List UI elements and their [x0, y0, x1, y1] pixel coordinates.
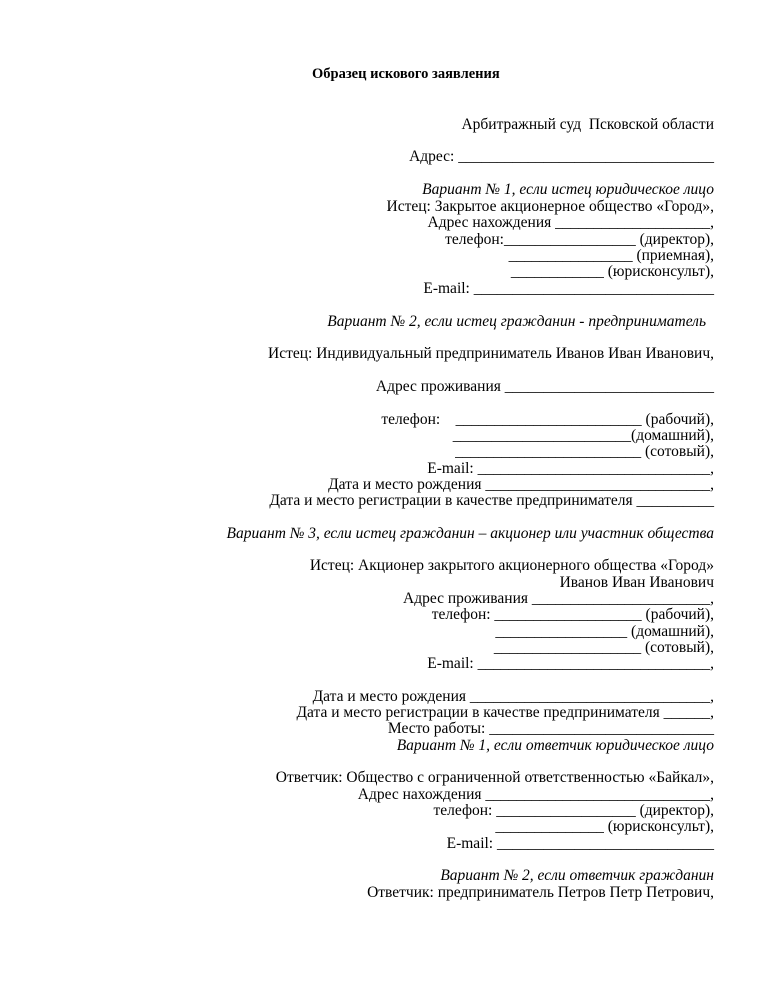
- plaintiff-variant-3-name: Истец: Акционер закрытого акционерного общества «Город»: [309, 557, 714, 574]
- plaintiff-variant-3-phone-work: телефон: ___________________ (рабочий),: [431, 606, 714, 623]
- plaintiff-variant-1-name: Истец: Закрытое акционерное общество «Город»,: [386, 198, 714, 215]
- plaintiff-variant-2-residence: Адрес проживания ___________________________: [375, 378, 714, 395]
- defendant-variant-2-name: Ответчик: предприниматель Петров Петр Петрович,: [367, 884, 714, 901]
- defendant-variant-2-heading: Вариант № 2, если ответчик гражданин: [440, 867, 714, 884]
- plaintiff-variant-3-email: E-mail: ______________________________,: [427, 655, 714, 672]
- plaintiff-variant-2-email: E-mail: ______________________________,: [427, 460, 714, 477]
- plaintiff-variant-1-heading: Вариант № 1, если истец юридическое лицо: [422, 181, 714, 198]
- defendant-variant-1-name: Ответчик: Общество с ограниченной ответственностью «Байкал»,: [275, 769, 714, 786]
- plaintiff-variant-2-birth: Дата и место рождения _____________________________,: [328, 476, 714, 493]
- defendant-variant-1-location: Адрес нахождения _____________________________,: [357, 786, 714, 803]
- plaintiff-variant-2-phone-home: _______________________(домашний),: [452, 427, 714, 444]
- plaintiff-variant-1-location: Адрес нахождения ____________________,: [427, 214, 714, 231]
- defendant-variant-1-heading: Вариант № 1, если ответчик юридическое лицо: [396, 737, 714, 754]
- plaintiff-variant-3-phone-mobile: ___________________ (сотовый),: [493, 639, 714, 656]
- plaintiff-variant-2-registration: Дата и место регистрации в качестве предпринимателя __________: [269, 492, 714, 509]
- defendant-variant-1-phone-counsel: ______________ (юрисконсульт),: [495, 818, 714, 835]
- plaintiff-variant-3-phone-home: _________________ (домашний),: [495, 623, 714, 640]
- page-title: Образец искового заявления: [312, 66, 500, 82]
- plaintiff-variant-2-phone-mobile: ________________________ (сотовый),: [455, 443, 714, 460]
- plaintiff-variant-2-heading: Вариант № 2, если истец гражданин - предприниматель: [327, 313, 706, 330]
- defendant-variant-1-phone-director: телефон: __________________ (директор),: [433, 802, 714, 819]
- plaintiff-variant-1-phone-counsel: ____________ (юрисконсульт),: [510, 263, 714, 280]
- plaintiff-variant-3-residence: Адрес проживания _______________________,: [403, 590, 714, 607]
- plaintiff-variant-2-name: Истец: Индивидуальный предприниматель Иванов Иван Иванович,: [268, 345, 714, 362]
- court-address: Адрес: _________________________________: [409, 148, 714, 165]
- plaintiff-variant-1-email: E-mail: _______________________________: [423, 280, 714, 297]
- defendant-variant-1-email: E-mail: ____________________________: [446, 835, 714, 852]
- court-name: Арбитражный суд Псковской области: [461, 116, 714, 133]
- plaintiff-variant-1-phone-director: телефон:_________________ (директор),: [445, 231, 714, 248]
- plaintiff-variant-3-registration: Дата и место регистрации в качестве предпринимателя ______,: [296, 704, 714, 721]
- plaintiff-variant-2-phone-work: телефон: ________________________ (рабочий),: [381, 411, 714, 428]
- plaintiff-variant-3-person: Иванов Иван Иванович: [559, 574, 714, 591]
- plaintiff-variant-3-birth: Дата и место рождения _______________________________,: [312, 688, 714, 705]
- plaintiff-variant-1-phone-reception: ________________ (приемная),: [508, 247, 714, 264]
- plaintiff-variant-3-workplace: Место работы: _____________________________: [387, 720, 714, 737]
- plaintiff-variant-3-heading: Вариант № 3, если истец гражданин – акционер или участник общества: [226, 525, 714, 542]
